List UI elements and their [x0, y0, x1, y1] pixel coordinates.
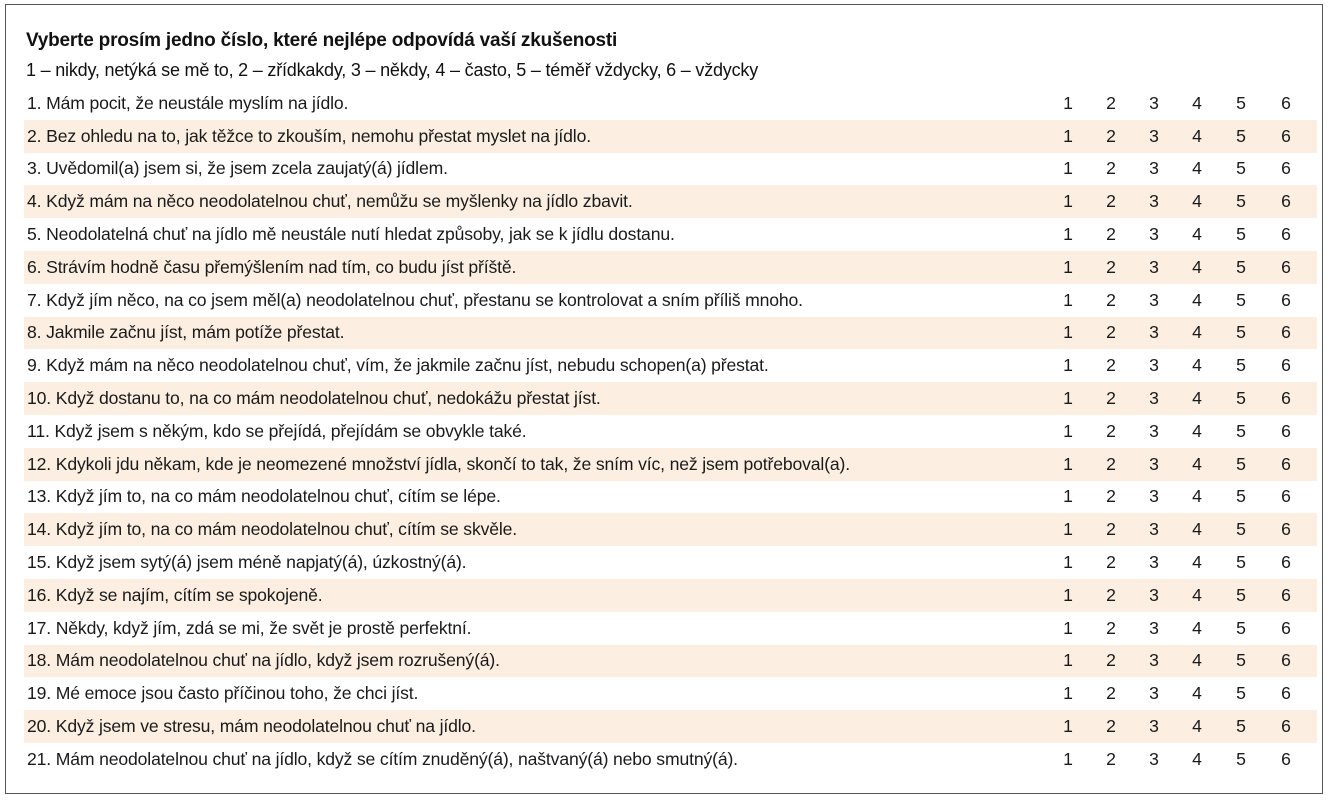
rating-option-5[interactable]: 5	[1236, 420, 1246, 441]
question-text: 21. Mám neodolatelnou chuť na jídlo, když se cítím znuděný(á), naštvaný(á) nebo smutný(á).	[27, 748, 738, 769]
question-text: 20. Když jsem ve stresu, mám neodolatelnou chuť na jídlo.	[27, 716, 476, 737]
rating-option-6[interactable]: 6	[1281, 191, 1291, 212]
rating-option-4[interactable]: 4	[1192, 158, 1202, 179]
rating-option-6[interactable]: 6	[1281, 125, 1291, 146]
rating-option-6[interactable]: 6	[1281, 486, 1291, 507]
rating-option-4[interactable]: 4	[1192, 683, 1202, 704]
rating-option-2[interactable]: 2	[1106, 355, 1116, 376]
rating-option-6[interactable]: 6	[1281, 552, 1291, 573]
question-row	[24, 382, 1317, 415]
rating-option-3[interactable]: 3	[1149, 289, 1159, 310]
rating-option-3[interactable]: 3	[1149, 355, 1159, 376]
question-text: 5. Neodolatelná chuť na jídlo mě neustále nutí hledat způsoby, jak se k jídlu dostanu.	[27, 224, 675, 245]
rating-option-2[interactable]: 2	[1106, 322, 1116, 343]
rating-option-3[interactable]: 3	[1149, 716, 1159, 737]
rating-option-3[interactable]: 3	[1149, 519, 1159, 540]
rating-option-2[interactable]: 2	[1106, 453, 1116, 474]
rating-option-4[interactable]: 4	[1192, 519, 1202, 540]
rating-option-2[interactable]: 2	[1106, 125, 1116, 146]
question-row	[24, 743, 1317, 776]
rating-option-4[interactable]: 4	[1192, 716, 1202, 737]
question-row	[24, 87, 1317, 120]
question-row	[24, 579, 1317, 612]
question-row	[24, 645, 1317, 678]
rating-option-4[interactable]: 4	[1192, 748, 1202, 769]
rating-option-4[interactable]: 4	[1192, 289, 1202, 310]
rating-option-1[interactable]: 1	[1063, 584, 1073, 605]
rating-option-5[interactable]: 5	[1236, 191, 1246, 212]
rating-option-3[interactable]: 3	[1149, 748, 1159, 769]
rating-option-6[interactable]: 6	[1281, 420, 1291, 441]
rating-option-6[interactable]: 6	[1281, 289, 1291, 310]
rating-option-3[interactable]: 3	[1149, 191, 1159, 212]
rating-option-1[interactable]: 1	[1063, 289, 1073, 310]
question-row	[24, 284, 1317, 317]
question-row	[24, 546, 1317, 579]
rating-option-3[interactable]: 3	[1149, 322, 1159, 343]
rating-option-5[interactable]: 5	[1236, 453, 1246, 474]
rating-option-5[interactable]: 5	[1236, 256, 1246, 277]
rating-option-1[interactable]: 1	[1063, 191, 1073, 212]
rating-option-1[interactable]: 1	[1063, 224, 1073, 245]
rating-option-1[interactable]: 1	[1063, 650, 1073, 671]
rating-option-2[interactable]: 2	[1106, 519, 1116, 540]
rating-option-1[interactable]: 1	[1063, 158, 1073, 179]
rating-option-3[interactable]: 3	[1149, 584, 1159, 605]
rating-option-5[interactable]: 5	[1236, 716, 1246, 737]
rating-option-2[interactable]: 2	[1106, 650, 1116, 671]
question-text: 19. Mé emoce jsou často příčinou toho, že chci jíst.	[27, 683, 419, 704]
rating-option-6[interactable]: 6	[1281, 683, 1291, 704]
rating-option-4[interactable]: 4	[1192, 322, 1202, 343]
rating-option-5[interactable]: 5	[1236, 92, 1246, 113]
rating-option-3[interactable]: 3	[1149, 552, 1159, 573]
rating-option-1[interactable]: 1	[1063, 453, 1073, 474]
rating-option-6[interactable]: 6	[1281, 453, 1291, 474]
question-text: 4. Když mám na něco neodolatelnou chuť, nemůžu se myšlenky na jídlo zbavit.	[27, 191, 633, 212]
rating-option-2[interactable]: 2	[1106, 716, 1116, 737]
rating-option-2[interactable]: 2	[1106, 256, 1116, 277]
rating-option-1[interactable]: 1	[1063, 420, 1073, 441]
question-row	[24, 251, 1317, 284]
rating-option-5[interactable]: 5	[1236, 388, 1246, 409]
scale-legend: 1 – nikdy, netýká se mě to, 2 – zřídkakdy, 3 – někdy, 4 – často, 5 – téměř vždycky, 6 – vždycky	[26, 60, 759, 80]
rating-option-2[interactable]: 2	[1106, 683, 1116, 704]
rating-option-6[interactable]: 6	[1281, 92, 1291, 113]
rating-option-3[interactable]: 3	[1149, 125, 1159, 146]
question-row	[24, 349, 1317, 382]
rating-option-6[interactable]: 6	[1281, 158, 1291, 179]
rating-option-4[interactable]: 4	[1192, 486, 1202, 507]
rating-option-1[interactable]: 1	[1063, 716, 1073, 737]
question-text: 1. Mám pocit, že neustále myslím na jídlo.	[27, 92, 349, 113]
rating-option-6[interactable]: 6	[1281, 256, 1291, 277]
rating-option-4[interactable]: 4	[1192, 125, 1202, 146]
question-text: 11. Když jsem s někým, kdo se přejídá, přejídám se obvykle také.	[27, 420, 527, 441]
rating-option-5[interactable]: 5	[1236, 552, 1246, 573]
question-row	[24, 153, 1317, 186]
rating-option-1[interactable]: 1	[1063, 322, 1073, 343]
rating-option-3[interactable]: 3	[1149, 256, 1159, 277]
question-text: 15. Když jsem sytý(á) jsem méně napjatý(á), úzkostný(á).	[27, 552, 467, 573]
rating-option-4[interactable]: 4	[1192, 355, 1202, 376]
rating-option-1[interactable]: 1	[1063, 92, 1073, 113]
rating-option-1[interactable]: 1	[1063, 486, 1073, 507]
rating-option-4[interactable]: 4	[1192, 650, 1202, 671]
rating-option-1[interactable]: 1	[1063, 552, 1073, 573]
rating-option-3[interactable]: 3	[1149, 388, 1159, 409]
rating-option-6[interactable]: 6	[1281, 716, 1291, 737]
rating-option-3[interactable]: 3	[1149, 92, 1159, 113]
rating-option-5[interactable]: 5	[1236, 519, 1246, 540]
question-text: 8. Jakmile začnu jíst, mám potíže přestat.	[27, 322, 345, 343]
rating-option-4[interactable]: 4	[1192, 617, 1202, 638]
rating-option-3[interactable]: 3	[1149, 650, 1159, 671]
question-row	[24, 677, 1317, 710]
rating-option-5[interactable]: 5	[1236, 617, 1246, 638]
question-text: 18. Mám neodolatelnou chuť na jídlo, když jsem rozrušený(á).	[27, 650, 500, 671]
rating-option-3[interactable]: 3	[1149, 420, 1159, 441]
rating-option-2[interactable]: 2	[1106, 420, 1116, 441]
rating-option-2[interactable]: 2	[1106, 748, 1116, 769]
rating-option-5[interactable]: 5	[1236, 584, 1246, 605]
rating-option-6[interactable]: 6	[1281, 617, 1291, 638]
rating-option-5[interactable]: 5	[1236, 158, 1246, 179]
rating-option-6[interactable]: 6	[1281, 224, 1291, 245]
rating-option-5[interactable]: 5	[1236, 748, 1246, 769]
rating-option-1[interactable]: 1	[1063, 617, 1073, 638]
question-text: 17. Někdy, když jím, zdá se mi, že svět je prostě perfektní.	[27, 617, 472, 638]
questionnaire-frame	[5, 4, 1323, 794]
question-text: 14. Když jím to, na co mám neodolatelnou chuť, cítím se skvěle.	[27, 519, 518, 540]
rating-option-5[interactable]: 5	[1236, 486, 1246, 507]
rating-option-4[interactable]: 4	[1192, 92, 1202, 113]
rating-option-5[interactable]: 5	[1236, 683, 1246, 704]
rating-option-1[interactable]: 1	[1063, 683, 1073, 704]
question-list	[24, 87, 1317, 776]
rating-option-6[interactable]: 6	[1281, 519, 1291, 540]
rating-option-3[interactable]: 3	[1149, 224, 1159, 245]
question-text: 7. Když jím něco, na co jsem měl(a) neodolatelnou chuť, přestanu se kontrolovat a sním příliš mnoho.	[27, 289, 803, 310]
question-text: 16. Když se najím, cítím se spokojeně.	[27, 584, 323, 605]
question-row	[24, 481, 1317, 514]
rating-option-5[interactable]: 5	[1236, 289, 1246, 310]
rating-option-6[interactable]: 6	[1281, 650, 1291, 671]
rating-option-1[interactable]: 1	[1063, 125, 1073, 146]
rating-option-5[interactable]: 5	[1236, 125, 1246, 146]
question-text: 3. Uvědomil(a) jsem si, že jsem zcela zaujatý(á) jídlem.	[27, 158, 448, 179]
rating-option-6[interactable]: 6	[1281, 355, 1291, 376]
rating-option-4[interactable]: 4	[1192, 584, 1202, 605]
question-row	[24, 317, 1317, 350]
question-text: 2. Bez ohledu na to, jak těžce to zkouším, nemohu přestat myslet na jídlo.	[27, 125, 591, 146]
rating-option-1[interactable]: 1	[1063, 355, 1073, 376]
question-row	[24, 120, 1317, 153]
question-row	[24, 415, 1317, 448]
questionnaire-heading: Vyberte prosím jedno číslo, které nejlépe odpovídá vaší zkušenosti	[26, 30, 618, 51]
rating-option-4[interactable]: 4	[1192, 388, 1202, 409]
question-row	[24, 612, 1317, 645]
rating-option-5[interactable]: 5	[1236, 322, 1246, 343]
rating-option-1[interactable]: 1	[1063, 388, 1073, 409]
rating-option-2[interactable]: 2	[1106, 191, 1116, 212]
rating-option-1[interactable]: 1	[1063, 519, 1073, 540]
question-text: 12. Kdykoli jdu někam, kde je neomezené množství jídla, skončí to tak, že sním víc, než jsem potřeboval(a).	[27, 453, 850, 474]
rating-option-6[interactable]: 6	[1281, 748, 1291, 769]
question-text: 13. Když jím to, na co mám neodolatelnou chuť, cítím se lépe.	[27, 486, 501, 507]
rating-option-2[interactable]: 2	[1106, 224, 1116, 245]
rating-option-4[interactable]: 4	[1192, 453, 1202, 474]
rating-option-2[interactable]: 2	[1106, 388, 1116, 409]
rating-option-3[interactable]: 3	[1149, 683, 1159, 704]
rating-option-4[interactable]: 4	[1192, 420, 1202, 441]
question-text: 6. Strávím hodně času přemýšlením nad tím, co budu jíst příště.	[27, 256, 517, 277]
rating-option-2[interactable]: 2	[1106, 289, 1116, 310]
rating-option-6[interactable]: 6	[1281, 584, 1291, 605]
rating-option-1[interactable]: 1	[1063, 748, 1073, 769]
question-text: 9. Když mám na něco neodolatelnou chuť, vím, že jakmile začnu jíst, nebudu schopen(a) přestat.	[27, 355, 769, 376]
question-text: 10. Když dostanu to, na co mám neodolatelnou chuť, nedokážu přestat jíst.	[27, 388, 601, 409]
rating-option-5[interactable]: 5	[1236, 355, 1246, 376]
rating-option-1[interactable]: 1	[1063, 256, 1073, 277]
rating-option-2[interactable]: 2	[1106, 158, 1116, 179]
question-row	[24, 710, 1317, 743]
question-row	[24, 448, 1317, 481]
rating-option-3[interactable]: 3	[1149, 617, 1159, 638]
rating-option-2[interactable]: 2	[1106, 552, 1116, 573]
rating-option-6[interactable]: 6	[1281, 322, 1291, 343]
rating-option-3[interactable]: 3	[1149, 158, 1159, 179]
rating-option-2[interactable]: 2	[1106, 92, 1116, 113]
question-row	[24, 185, 1317, 218]
rating-option-4[interactable]: 4	[1192, 552, 1202, 573]
rating-option-4[interactable]: 4	[1192, 224, 1202, 245]
rating-option-4[interactable]: 4	[1192, 256, 1202, 277]
rating-option-5[interactable]: 5	[1236, 650, 1246, 671]
rating-option-2[interactable]: 2	[1106, 584, 1116, 605]
rating-option-6[interactable]: 6	[1281, 388, 1291, 409]
rating-option-2[interactable]: 2	[1106, 486, 1116, 507]
rating-option-4[interactable]: 4	[1192, 191, 1202, 212]
rating-option-3[interactable]: 3	[1149, 453, 1159, 474]
question-row	[24, 218, 1317, 251]
rating-option-3[interactable]: 3	[1149, 486, 1159, 507]
rating-option-2[interactable]: 2	[1106, 617, 1116, 638]
question-row	[24, 513, 1317, 546]
rating-option-5[interactable]: 5	[1236, 224, 1246, 245]
